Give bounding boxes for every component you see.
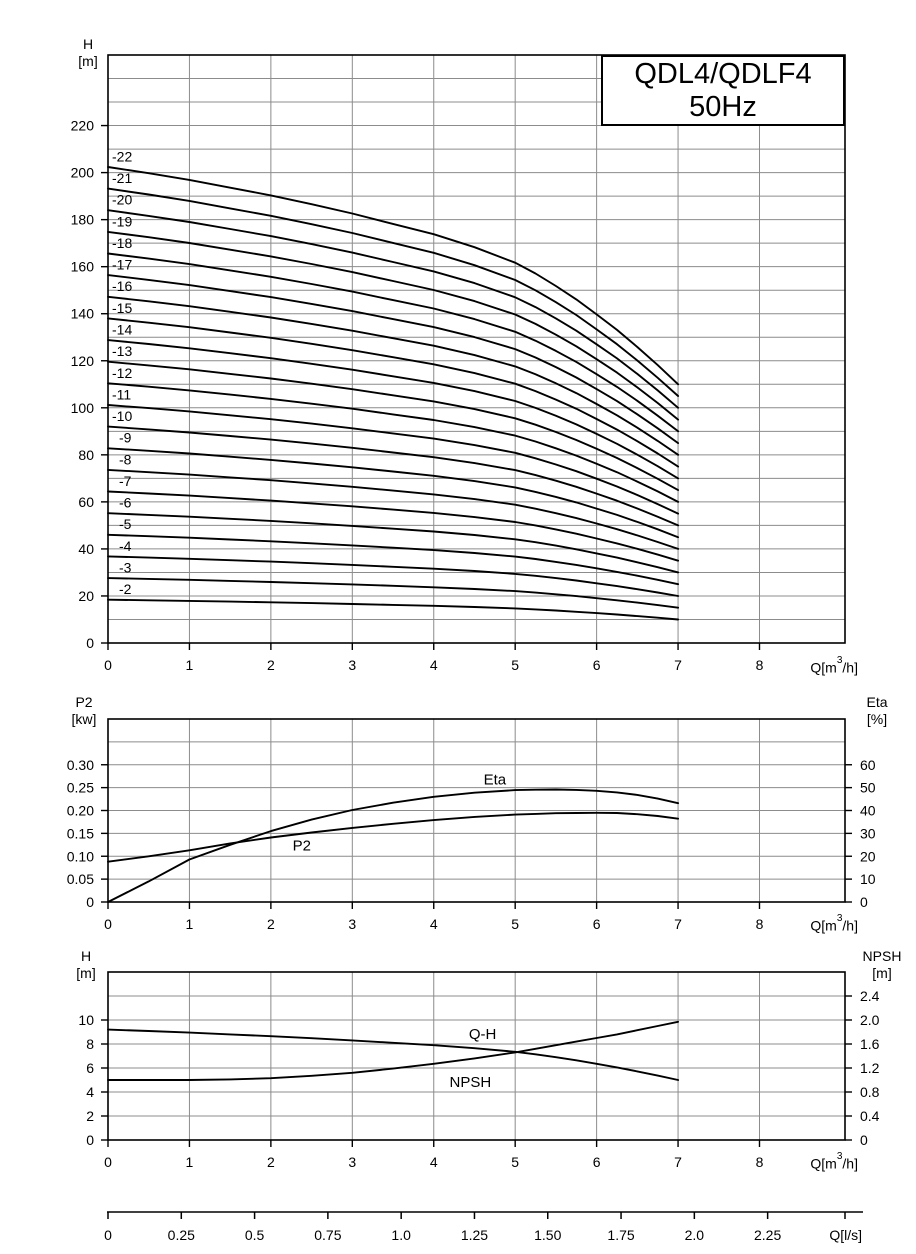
head-curves-plot-border <box>108 55 845 643</box>
y2-tick-label: 30 <box>860 825 876 842</box>
title-frequency: 50Hz <box>689 90 757 123</box>
curve--22 <box>108 167 678 384</box>
x-tick-label: 4 <box>429 1154 438 1170</box>
x-tick-label: 8 <box>755 657 764 673</box>
y-tick-label: 0.25 <box>66 779 94 796</box>
y2-tick-label: 50 <box>860 779 876 796</box>
qh-npsh-curves <box>108 1022 678 1080</box>
head-curves-curves <box>108 167 678 620</box>
power-y-label-symbol: P2 <box>75 694 93 710</box>
curve-label--11: -11 <box>112 386 132 403</box>
y-tick-label: 0 <box>86 1132 94 1148</box>
y-tick-label: 0.30 <box>66 756 94 773</box>
y-tick-label: 200 <box>70 164 94 181</box>
x-tick-label: 2 <box>266 1154 275 1170</box>
curve-label--9: -9 <box>119 429 132 446</box>
ls-tick-label: 1.75 <box>607 1227 635 1243</box>
y-tick-label: 120 <box>70 352 94 369</box>
y-tick-label: 0.15 <box>66 825 94 842</box>
x-tick-label: 8 <box>755 1154 764 1170</box>
y-tick-label: 10 <box>78 1012 94 1028</box>
curve-label--6: -6 <box>119 494 132 511</box>
y-tick-label: 0.20 <box>66 802 94 819</box>
qh-npsh-ticks <box>101 996 852 1147</box>
eta-label-unit: [%] <box>866 711 888 727</box>
annotation-Q-H: Q-H <box>468 1025 497 1043</box>
ls-tick-label: 1.0 <box>391 1227 411 1243</box>
curve-label--7: -7 <box>119 472 132 489</box>
x-tick-label: 7 <box>674 916 682 932</box>
y-tick-label: 2 <box>86 1108 94 1124</box>
annotation-NPSH: NPSH <box>449 1073 492 1091</box>
power-y-label-unit: [kw] <box>71 711 97 727</box>
curve--2 <box>108 600 678 620</box>
x-tick-label: 6 <box>592 916 601 932</box>
y-tick-label: 220 <box>70 117 94 134</box>
qh-npsh-plot-border <box>108 972 845 1140</box>
x-tick-label: 4 <box>429 916 438 932</box>
y2-tick-label: 40 <box>860 802 876 819</box>
npsh-axis-label <box>854 948 910 982</box>
y-tick-label: 0.05 <box>66 871 94 888</box>
curve-label--3: -3 <box>119 559 132 576</box>
annotation-Eta: Eta <box>483 771 507 789</box>
ls-axis-unit: Q[l/s] <box>829 1227 862 1243</box>
curve-label--8: -8 <box>119 451 132 468</box>
power-chart-x-axis-unit: $Q[m^3/h]$ <box>810 913 858 934</box>
power-efficiency-tick-labels <box>67 757 876 932</box>
head-y-label-symbol: H <box>82 36 94 52</box>
head-y-label-unit: [m] <box>78 53 98 69</box>
x-tick-label: 3 <box>348 916 357 932</box>
curve-label--13: -13 <box>112 343 133 360</box>
x-tick-label: 1 <box>185 916 194 932</box>
y2-tick-label: 0.8 <box>860 1084 880 1100</box>
curve-label--2: -2 <box>119 581 132 598</box>
ls-tick-label: 0.75 <box>314 1227 342 1243</box>
curve-Eta <box>108 790 678 903</box>
ls-tick-label: 0 <box>104 1227 112 1243</box>
y2-tick-label: 2.4 <box>860 988 880 1004</box>
x-tick-label: 3 <box>348 1154 357 1170</box>
qh-chart-y-axis-label <box>64 948 108 982</box>
x-tick-label: 7 <box>674 657 682 673</box>
chart-qh-npsh <box>78 972 879 1170</box>
x-tick-label: 1 <box>185 657 194 673</box>
y2-tick-label: 2.0 <box>860 1012 880 1028</box>
curve-label--20: -20 <box>112 191 133 208</box>
y2-tick-label: 0.4 <box>860 1108 880 1124</box>
curve-P2 <box>108 813 678 862</box>
y-tick-label: 160 <box>70 258 94 275</box>
head-chart-x-axis-unit: $Q[m^3/h]$ <box>810 655 858 676</box>
curve--11 <box>108 405 678 514</box>
title-model: QDL4/QDLF4 <box>634 57 812 90</box>
y2-tick-label: 0 <box>860 1132 868 1148</box>
y-tick-label: 180 <box>70 211 94 228</box>
efficiency-axis-label <box>855 694 899 728</box>
curve-label--15: -15 <box>112 299 133 316</box>
x-tick-label: 5 <box>511 1154 520 1170</box>
ls-tick-label: 2.0 <box>684 1227 705 1243</box>
qh-chart-x-axis-unit: $Q[m^3/h]$ <box>810 1151 858 1172</box>
curve-label--12: -12 <box>112 364 133 381</box>
x-tick-label: 1 <box>185 1154 194 1170</box>
x-tick-label: 4 <box>429 657 438 673</box>
qh-y-label-symbol: H <box>80 948 92 964</box>
y-tick-label: 0 <box>86 635 94 651</box>
y-tick-label: 100 <box>70 399 94 416</box>
chart-head-curves <box>71 55 845 673</box>
y2-tick-label: 10 <box>860 871 876 888</box>
y-tick-label: 4 <box>86 1084 94 1100</box>
curve--4 <box>108 556 678 596</box>
x-tick-label: 2 <box>266 916 275 932</box>
curve-NPSH <box>108 1022 678 1080</box>
curve-Q-H <box>108 1030 678 1080</box>
curve-label--10: -10 <box>112 408 133 425</box>
qh-y-label-unit: [m] <box>76 965 96 981</box>
y-tick-label: 8 <box>86 1036 94 1052</box>
y-tick-label: 0.10 <box>66 848 94 865</box>
ls-conversion-axis <box>107 1212 863 1219</box>
y-tick-label: 40 <box>78 540 94 557</box>
x-tick-label: 0 <box>104 1154 112 1170</box>
x-tick-label: 3 <box>348 657 357 673</box>
y-tick-label: 60 <box>78 493 94 510</box>
ls-tick-label: 1.25 <box>460 1227 489 1243</box>
ls-tick-label: 2.25 <box>754 1227 782 1243</box>
y2-tick-label: 1.2 <box>860 1060 880 1076</box>
y-tick-label: 140 <box>70 305 94 322</box>
x-tick-label: 6 <box>592 1154 601 1170</box>
curve-label--17: -17 <box>112 256 133 273</box>
x-tick-label: 5 <box>511 916 520 932</box>
x-tick-label: 0 <box>104 657 112 673</box>
x-tick-label: 8 <box>755 916 764 932</box>
y2-tick-label: 0 <box>860 894 868 910</box>
curve-label--5: -5 <box>119 516 132 533</box>
x-tick-label: 0 <box>104 916 112 932</box>
head-curves-gridlines <box>108 55 845 643</box>
annotation-P2: P2 <box>292 837 311 855</box>
curve-label--4: -4 <box>119 537 132 554</box>
y-tick-label: 20 <box>78 587 94 604</box>
x-tick-label: 2 <box>266 657 275 673</box>
ls-tick-label: 0.5 <box>244 1227 265 1243</box>
y2-tick-label: 60 <box>860 756 876 773</box>
curve--20 <box>108 210 678 408</box>
ls-tick-label: 1.50 <box>534 1227 562 1243</box>
head-curves-tick-labels <box>71 118 764 673</box>
npsh-label-symbol: NPSH <box>862 948 902 964</box>
chart-title-box <box>601 55 845 126</box>
y-tick-label: 0 <box>86 894 94 910</box>
x-tick-label: 7 <box>674 1154 682 1170</box>
power-efficiency-ticks <box>101 765 852 909</box>
curve-label--22: -22 <box>112 148 133 165</box>
qh-npsh-gridlines <box>108 972 845 1140</box>
x-tick-label: 5 <box>511 657 520 673</box>
y-tick-label: 6 <box>86 1060 94 1076</box>
y2-tick-label: 20 <box>860 848 876 865</box>
eta-label-symbol: Eta <box>866 694 888 710</box>
curve-label--21: -21 <box>112 170 133 187</box>
curve-label--14: -14 <box>112 321 133 338</box>
ls-tick-label: 0.25 <box>167 1227 195 1243</box>
npsh-label-unit: [m] <box>872 965 892 981</box>
chart-power-efficiency <box>67 719 876 932</box>
curve-label--18: -18 <box>112 234 133 251</box>
y2-tick-label: 1.6 <box>860 1036 880 1052</box>
curve--10 <box>108 427 678 526</box>
power-efficiency-curves <box>108 790 678 903</box>
power-efficiency-gridlines <box>108 719 845 902</box>
y-tick-label: 80 <box>78 446 94 463</box>
curve-label--16: -16 <box>112 278 133 295</box>
curve-label--19: -19 <box>112 213 133 230</box>
head-chart-y-axis-label <box>66 36 110 70</box>
power-chart-y-axis-label <box>62 694 106 728</box>
head-curves-ticks <box>101 126 759 650</box>
x-tick-label: 6 <box>592 657 601 673</box>
